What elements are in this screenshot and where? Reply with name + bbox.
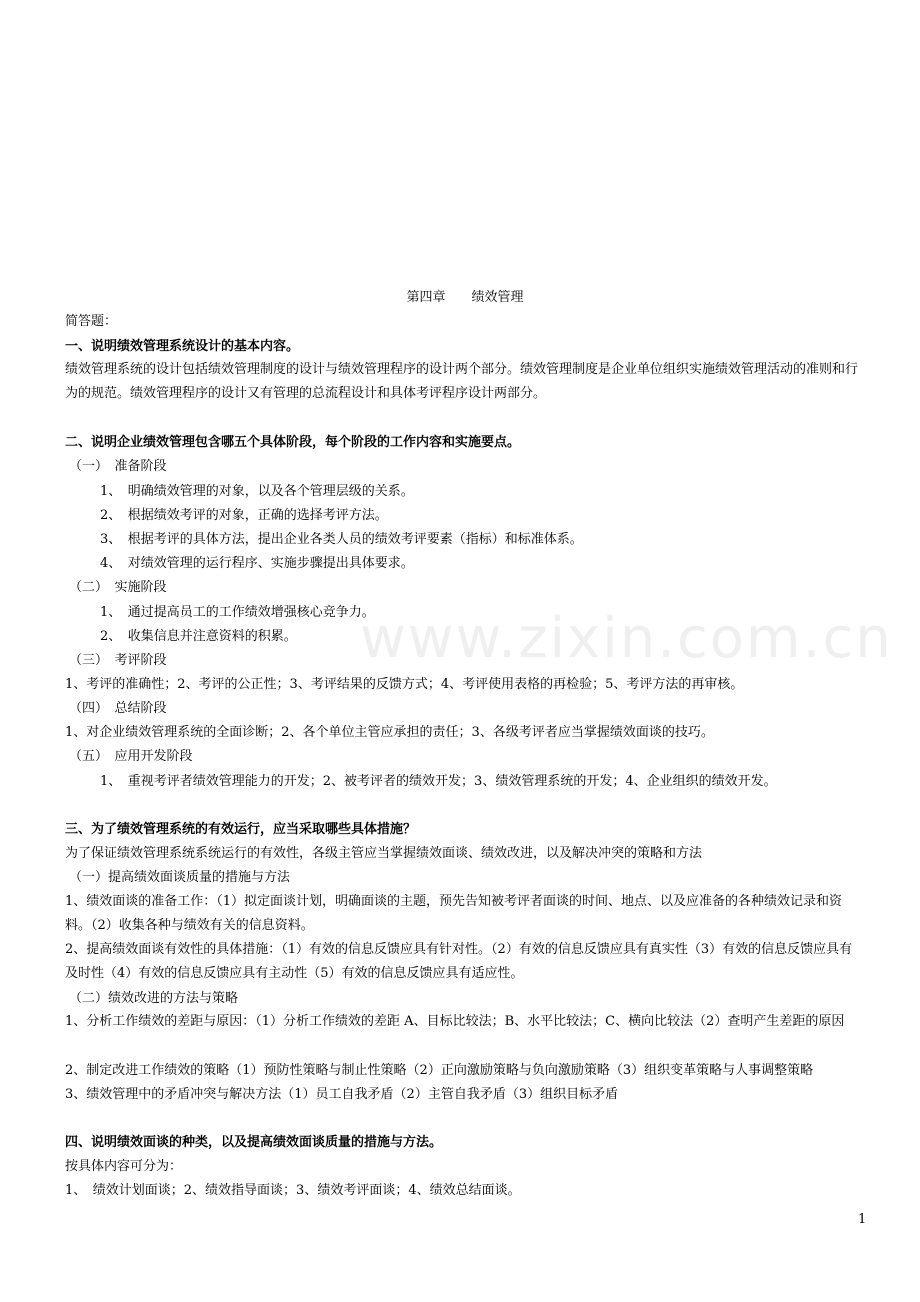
question-4-intro: 按具体内容可分为： [65,1159,183,1174]
question-4-heading: 四、说明绩效面谈的种类，以及提高绩效面谈质量的措施与方法。 [65,1135,443,1150]
question-1-heading: 一、说明绩效管理系统设计的基本内容。 [65,339,300,354]
section-label: 简答题： [65,314,118,329]
stage-1-heading: （一） 准备阶段 [69,459,167,474]
page-number: 1 [858,1212,867,1227]
chapter-number: 第四章 [406,290,446,305]
chapter-name: 绩效管理 [471,290,524,305]
question-4-list: 1、 绩效计划面谈；2、绩效指导面谈；3、绩效考评面谈；4、绩效总结面谈。 [65,1183,521,1198]
stage-1-item-2: 2、 根据绩效考评的对象，正确的选择考评方法。 [100,508,388,523]
question-3-sub-1: （一）提高绩效面谈质量的措施与方法 [69,870,291,885]
stage-4-text: 1、对企业绩效管理系统的全面诊断；2、各个单位主管应承担的责任；3、各级考评者应当掌握绩效面谈的技巧。 [65,725,714,740]
stage-2-item-2: 2、 收集信息并注意资料的积累。 [100,629,297,644]
stage-5-heading: （五） 应用开发阶段 [69,749,193,764]
watermark: www.zixin.com.cn [360,606,893,671]
stage-1-item-4: 4、 对绩效管理的运行程序、实施步骤提出具体要求。 [100,556,414,571]
stage-4-heading: （四） 总结阶段 [69,701,167,716]
question-3-intro: 为了保证绩效管理系统系统运行的有效性，各级主管应当掌握绩效面谈、绩效改进，以及解决冲突的策略和方法 [65,846,703,861]
question-3-heading: 三、为了绩效管理系统的有效运行，应当采取哪些具体措施？ [65,822,417,837]
stage-1-item-3: 3、 根据考评的具体方法，提出企业各类人员的绩效考评要素（指标）和标准体系。 [100,532,583,547]
stage-3-heading: （三） 考评阶段 [69,653,167,668]
question-3-para-5: 3、绩效管理中的矛盾冲突与解决方法（1）员工自我矛盾（2）主管自我矛盾（3）组织目标矛盾 [65,1087,619,1102]
question-3-para-4: 2、制定改进工作绩效的策略（1）预防性策略与制止性策略（2）正向激励策略与负向激励策略（3）组织变革策略与人事调整策略 [65,1063,814,1078]
question-1-answer: 绩效管理系统的设计包括绩效管理制度的设计与绩效管理程序的设计两个部分。绩效管理制度是企业单位组织实施绩效管理活动的准则和行为的规范。绩效管理程序的设计又有管理的总流程设计和具体考评程序设计两部分。 [65,362,859,401]
question-3-para-3: 1、分析工作绩效的差距与原因：（1）分析工作绩效的差距 A、目标比较法；B、水平比较法；C、横向比较法（2）查明产生差距的原因 [65,1014,845,1029]
question-3-para-1: 1、绩效面谈的准备工作：（1）拟定面谈计划，明确面谈的主题，预先告知被考评者面谈的时间、地点、以及应准备的各种绩效记录和资料。（2）收集各种与绩效有关的信息资料。 [65,894,843,933]
stage-2-heading: （二） 实施阶段 [69,580,167,595]
stage-1-item-1: 1、 明确绩效管理的对象，以及各个管理层级的关系。 [100,484,414,499]
question-2-heading: 二、说明企业绩效管理包含哪五个具体阶段，每个阶段的工作内容和实施要点。 [65,435,521,450]
question-3-sub-2: （二）绩效改进的方法与策略 [69,991,239,1006]
stage-2-item-1: 1、 通过提高员工的工作绩效增强核心竞争力。 [100,605,375,620]
stage-3-text: 1、考评的准确性；2、考评的公正性；3、考评结果的反馈方式；4、考评使用表格的再检验；5、考评方法的再审核。 [65,677,744,692]
stage-5-text: 1、 重视考评者绩效管理能力的开发；2、被考评者的绩效开发；3、绩效管理系统的开发；4、企业组织的绩效开发。 [100,774,777,789]
question-3-para-2: 2、提高绩效面谈有效性的具体措施：（1）有效的信息反馈应具有针对性。（2）有效的信息反馈应具有真实性（3）有效的信息反馈应具有及时性（4）有效的信息反馈应具有主动性（5）有效的信息反馈应具有适应性。 [65,942,853,981]
chapter-title [0,290,920,306]
